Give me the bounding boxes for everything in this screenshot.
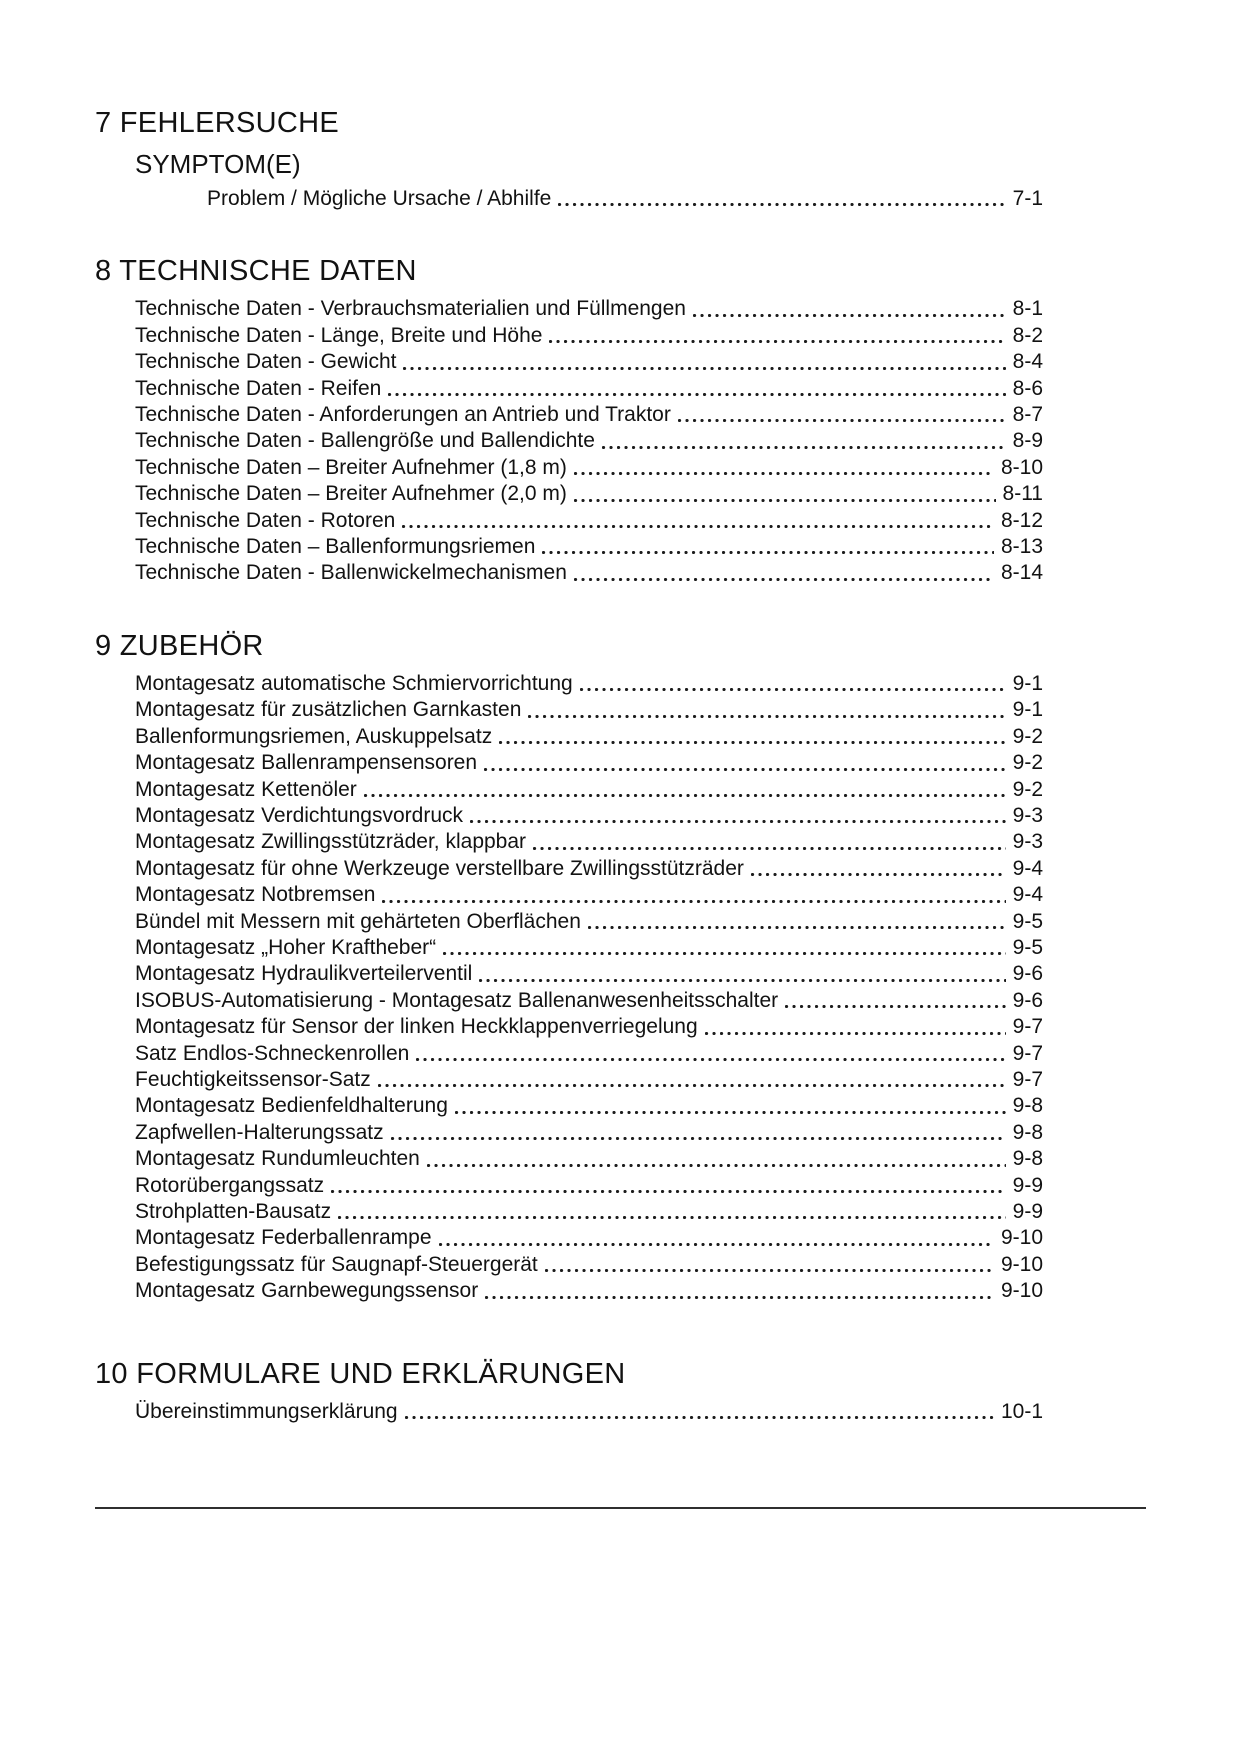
toc-entry	[135, 909, 1043, 935]
dot-leader	[326, 1173, 1011, 1199]
entry-list	[135, 1399, 1043, 1425]
dot-leader	[700, 1014, 1011, 1040]
dot-leader	[780, 988, 1010, 1014]
entry-page-number: 9-2	[1012, 751, 1043, 775]
entry-page-number: 9-2	[1012, 777, 1043, 801]
entry-page-number: 9-7	[1012, 1015, 1043, 1039]
toc-entry	[135, 750, 1043, 776]
bottom-rule	[95, 1507, 1146, 1509]
entry-label: Feuchtigkeitssensor-Satz	[135, 1067, 371, 1091]
dot-leader	[688, 296, 1011, 322]
entry-page-number: 8-10	[1000, 455, 1043, 479]
toc-entry	[135, 882, 1043, 908]
entry-page-number: 9-10	[1000, 1252, 1043, 1276]
dot-leader	[597, 428, 1011, 454]
toc-entry	[135, 777, 1043, 803]
dot-leader	[523, 697, 1010, 723]
entry-list	[135, 671, 1043, 1305]
toc-sections	[95, 106, 1043, 1425]
toc-section	[95, 1357, 1043, 1425]
entry-label: Montagesatz Hydraulikverteilerventil	[135, 962, 473, 986]
dot-leader	[540, 1252, 999, 1278]
toc-entry	[135, 455, 1043, 481]
entry-page-number: 8-4	[1012, 350, 1043, 374]
entry-page-number: 9-10	[1000, 1226, 1043, 1250]
entry-label: Montagesatz Garnbewegungssensor	[135, 1279, 479, 1303]
toc-entry	[135, 803, 1043, 829]
entry-page-number: 8-14	[1000, 561, 1043, 585]
entry-page-number: 9-8	[1012, 1120, 1043, 1144]
entry-page-number: 9-9	[1012, 1200, 1043, 1223]
entry-page-number: 7-1	[1012, 187, 1043, 210]
toc-entry	[135, 323, 1043, 349]
dot-leader	[438, 935, 1010, 961]
toc-entry	[135, 296, 1043, 322]
dot-leader	[575, 671, 1011, 697]
dot-leader	[333, 1199, 1011, 1225]
entry-label: Montagesatz Zwillingsstützräder, klappbar	[135, 830, 527, 854]
toc-entry	[135, 1041, 1043, 1067]
dot-leader	[411, 1041, 1010, 1067]
entry-label: Befestigungssatz für Saugnapf-Steuergerät	[135, 1252, 538, 1276]
toc-entry	[135, 560, 1043, 586]
entry-label: Montagesatz Ballenrampensensoren	[135, 751, 478, 775]
entry-page-number: 9-9	[1012, 1173, 1043, 1197]
entry-page-number: 8-1	[1012, 297, 1043, 321]
toc-entry	[135, 1278, 1043, 1304]
entry-label: Technische Daten - Länge, Breite und Höhe	[135, 323, 543, 347]
section-heading: 10 FORMULARE UND ERKLÄRUNGEN	[95, 1357, 626, 1390]
dot-leader	[673, 402, 1011, 428]
entry-label: Technische Daten - Reifen	[135, 376, 382, 400]
dot-leader	[544, 323, 1010, 349]
entry-label: Montagesatz für ohne Werkzeuge verstellbare Zwillingsstützräder	[135, 856, 744, 880]
section-heading: 8 TECHNISCHE DATEN	[95, 255, 417, 288]
entry-page-number: 8-2	[1012, 323, 1043, 347]
entry-page-number: 9-3	[1012, 803, 1043, 827]
toc-entry	[135, 1014, 1043, 1040]
entry-label: Montagesatz für Sensor der linken Heckklappenverriegelung	[135, 1015, 698, 1039]
entry-label: Satz Endlos-Schneckenrollen	[135, 1041, 410, 1065]
toc-entry	[135, 428, 1043, 454]
entry-label: Technische Daten - Ballengröße und Ballendichte	[135, 429, 595, 453]
toc-entry	[135, 935, 1043, 961]
entry-label: Ballenformungsriemen, Auskuppelsatz	[135, 724, 493, 748]
entry-page-number: 9-4	[1012, 883, 1043, 907]
dot-leader	[400, 1399, 999, 1425]
toc-entry	[135, 1146, 1043, 1172]
entry-label: Montagesatz Verdichtungsvordruck	[135, 803, 464, 827]
entry-page-number: 10-1	[1000, 1399, 1043, 1423]
dot-leader	[479, 750, 1011, 776]
entry-page-number: 9-6	[1012, 988, 1043, 1012]
entry-page-number: 8-6	[1012, 376, 1043, 400]
toc-entry	[135, 508, 1043, 534]
toc-entry	[135, 988, 1043, 1014]
toc-entry	[135, 856, 1043, 882]
toc-entry	[135, 1225, 1043, 1251]
toc-entry	[135, 1399, 1043, 1425]
entry-label: Technische Daten - Ballenwickelmechanismen	[135, 561, 567, 585]
toc-section	[95, 629, 1043, 1305]
entry-page-number: 9-5	[1012, 935, 1043, 959]
entry-page-number: 9-8	[1012, 1147, 1043, 1171]
entry-page-number: 9-1	[1012, 698, 1043, 722]
toc-entry	[135, 724, 1043, 750]
dot-leader	[386, 1120, 1011, 1146]
toc-section	[95, 254, 1043, 586]
toc-entry	[135, 402, 1043, 428]
entry-list	[207, 186, 1043, 212]
dot-leader	[528, 829, 1011, 855]
section-heading: 7 FEHLERSUCHE	[95, 107, 340, 139]
dot-leader	[537, 534, 999, 560]
toc-entry	[135, 1252, 1043, 1278]
entry-page-number: 9-8	[1012, 1094, 1043, 1118]
entry-page-number: 8-12	[1000, 508, 1043, 532]
dot-leader	[569, 560, 999, 586]
toc-entry	[135, 671, 1043, 697]
toc-entry	[135, 1067, 1043, 1093]
toc-entry	[135, 1199, 1043, 1225]
section-heading: 9 ZUBEHÖR	[95, 629, 264, 662]
dot-leader	[359, 777, 1011, 803]
entry-label: Zapfwellen-Halterungssatz	[135, 1120, 384, 1144]
entry-page-number: 9-7	[1012, 1041, 1043, 1065]
dot-leader	[422, 1146, 1011, 1172]
entry-page-number: 9-1	[1012, 671, 1043, 695]
entry-page-number: 9-2	[1012, 724, 1043, 748]
entry-label: Übereinstimmungserklärung	[135, 1399, 398, 1423]
entry-label: Problem / Mögliche Ursache / Abhilfe	[207, 187, 552, 210]
toc-entry	[135, 1173, 1043, 1199]
entry-label: Montagesatz Federballenrampe	[135, 1226, 432, 1250]
toc-entry	[135, 1120, 1043, 1146]
toc-entry	[135, 376, 1043, 402]
dot-leader	[450, 1093, 1011, 1119]
dot-leader	[434, 1225, 999, 1251]
entry-page-number: 9-10	[1000, 1279, 1043, 1303]
toc-entry	[135, 481, 1043, 507]
dot-leader	[494, 724, 1010, 750]
entry-label: Technische Daten – Breiter Aufnehmer (2,0 m)	[135, 482, 567, 506]
entry-label: Bündel mit Messern mit gehärteten Oberflächen	[135, 909, 581, 933]
dot-leader	[569, 455, 999, 481]
entry-label: Technische Daten – Ballenformungsriemen	[135, 535, 536, 559]
dot-leader	[397, 508, 999, 534]
toc-entry	[135, 349, 1043, 375]
dot-leader	[746, 856, 1011, 882]
entry-label: Technische Daten - Rotoren	[135, 508, 396, 532]
entry-label: Montagesatz für zusätzlichen Garnkasten	[135, 698, 522, 722]
entry-label: Montagesatz „Hoher Kraftheber“	[135, 935, 437, 959]
subsection-heading: SYMPTOM(E)	[135, 149, 301, 179]
entry-label: Technische Daten - Verbrauchsmaterialien und Füllmengen	[135, 297, 686, 321]
entry-label: Rotorübergangssatz	[135, 1173, 325, 1197]
dot-leader	[569, 481, 1001, 507]
dot-leader	[465, 803, 1011, 829]
toc-entry	[135, 829, 1043, 855]
entry-page-number: 9-3	[1012, 830, 1043, 854]
entry-page-number: 9-6	[1012, 962, 1043, 986]
entry-page-number: 9-5	[1012, 909, 1043, 933]
dot-leader	[383, 376, 1010, 402]
toc-entry	[135, 697, 1043, 723]
entry-label: Technische Daten - Gewicht	[135, 350, 397, 374]
entry-page-number: 9-4	[1012, 856, 1043, 880]
dot-leader	[553, 186, 1010, 212]
entry-label: Technische Daten – Breiter Aufnehmer (1,8 m)	[135, 455, 567, 479]
toc-content	[95, 106, 1043, 1425]
entry-label: ISOBUS-Automatisierung - Montagesatz Ballenanwesenheitsschalter	[135, 988, 779, 1012]
entry-page-number: 8-9	[1012, 429, 1043, 453]
entry-label: Montagesatz Kettenöler	[135, 777, 357, 801]
entry-label: Montagesatz Notbremsen	[135, 883, 376, 907]
dot-leader	[373, 1067, 1011, 1093]
entry-page-number: 9-7	[1012, 1067, 1043, 1091]
toc-entry	[135, 1093, 1043, 1119]
entry-label: Montagesatz Rundumleuchten	[135, 1147, 420, 1171]
dot-leader	[474, 961, 1010, 987]
entry-label: Technische Daten - Anforderungen an Antrieb und Traktor	[135, 403, 671, 427]
toc-entry	[135, 534, 1043, 560]
dot-leader	[583, 909, 1011, 935]
dot-leader	[480, 1278, 999, 1304]
toc-entry	[207, 186, 1043, 212]
dot-leader	[398, 349, 1010, 375]
entry-list	[135, 296, 1043, 586]
entry-page-number: 8-7	[1012, 403, 1043, 427]
entry-label: Strohplatten-Bausatz	[135, 1200, 332, 1223]
entry-page-number: 8-13	[1000, 535, 1043, 559]
entry-page-number: 8-11	[1002, 482, 1043, 506]
toc-entry	[135, 961, 1043, 987]
entry-label: Montagesatz Bedienfeldhalterung	[135, 1094, 448, 1118]
toc-section	[95, 106, 1043, 212]
entry-label: Montagesatz automatische Schmiervorrichtung	[135, 671, 573, 695]
dot-leader	[377, 882, 1010, 908]
